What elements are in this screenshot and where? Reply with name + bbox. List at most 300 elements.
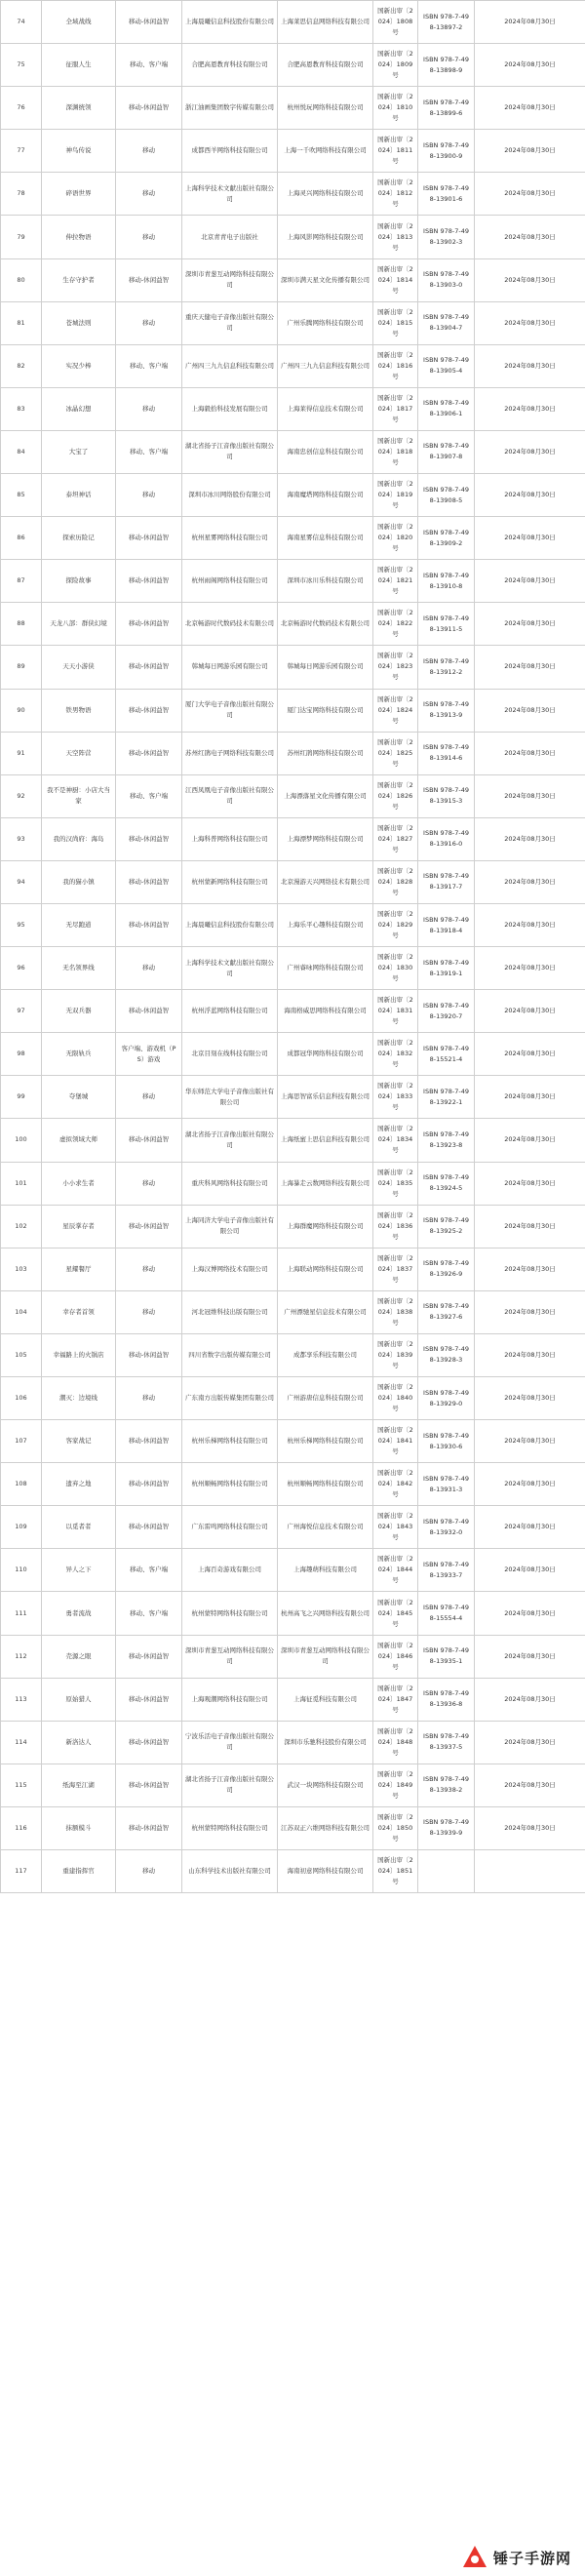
approval-date: 2024年08月30日 bbox=[475, 1721, 585, 1764]
operator: 上海莱得信息技术有限公司 bbox=[278, 387, 373, 430]
approval-number: 国新出审〔2024〕1817号 bbox=[373, 387, 418, 430]
publisher: 江西凤凰电子音像出版社有限公司 bbox=[182, 774, 278, 817]
approval-date: 2024年08月30日 bbox=[475, 646, 585, 689]
game-name: 探险故事 bbox=[42, 560, 116, 603]
game-name: 我的猫小镇 bbox=[42, 860, 116, 903]
game-name: 潮灭：边境线 bbox=[42, 1377, 116, 1420]
game-name: 星耀餐厅 bbox=[42, 1248, 116, 1290]
table-row bbox=[1, 216, 585, 258]
approval-number: 国新出审〔2024〕1828号 bbox=[373, 860, 418, 903]
operator: 杭州悦玩网络科技有限公司 bbox=[278, 87, 373, 130]
game-category: 移动-休闲益智 bbox=[116, 603, 182, 646]
table-row bbox=[1, 430, 585, 473]
table-row bbox=[1, 817, 585, 860]
approval-date: 2024年08月30日 bbox=[475, 173, 585, 216]
publisher: 杭州蒙特网络科技有限公司 bbox=[182, 1806, 278, 1849]
row-number: 117 bbox=[1, 1850, 42, 1893]
approval-date: 2024年08月30日 bbox=[475, 258, 585, 301]
row-number: 98 bbox=[1, 1033, 42, 1076]
approval-date: 2024年08月30日 bbox=[475, 990, 585, 1033]
game-category: 移动-休闲益智 bbox=[116, 1, 182, 44]
operator: 海南格威思网络科技有限公司 bbox=[278, 990, 373, 1033]
game-name: 幸存者首领 bbox=[42, 1290, 116, 1333]
isbn-number: ISBN 978-7-498-13906-1 bbox=[418, 387, 475, 430]
isbn-number: ISBN 978-7-498-13919-1 bbox=[418, 947, 475, 990]
approval-number: 国新出审〔2024〕1823号 bbox=[373, 646, 418, 689]
table-row bbox=[1, 44, 585, 87]
game-name: 天空阵营 bbox=[42, 732, 116, 774]
operator: 江苏双正六维网络科技有限公司 bbox=[278, 1806, 373, 1849]
operator: 北京畅游时代数码技术有限公司 bbox=[278, 603, 373, 646]
approval-number: 国新出审〔2024〕1829号 bbox=[373, 903, 418, 946]
approval-number: 国新出审〔2024〕1839号 bbox=[373, 1333, 418, 1376]
game-category: 移动、客户端 bbox=[116, 1549, 182, 1592]
table-row bbox=[1, 1806, 585, 1849]
row-number: 90 bbox=[1, 689, 42, 732]
game-category: 移动-休闲益智 bbox=[116, 560, 182, 603]
game-category: 移动、客户端 bbox=[116, 774, 182, 817]
isbn-number: ISBN 978-7-498-13907-8 bbox=[418, 430, 475, 473]
approval-number: 国新出审〔2024〕1827号 bbox=[373, 817, 418, 860]
game-category: 移动 bbox=[116, 130, 182, 173]
game-name: 遗弃之地 bbox=[42, 1463, 116, 1506]
operator: 广州四三九九信息科技有限公司 bbox=[278, 344, 373, 387]
table-row bbox=[1, 903, 585, 946]
game-category: 移动-休闲益智 bbox=[116, 1678, 182, 1721]
table-row bbox=[1, 1506, 585, 1549]
site-watermark bbox=[454, 2543, 577, 2572]
operator: 上海思智富乐信息科技有限公司 bbox=[278, 1076, 373, 1119]
game-category: 移动、客户端 bbox=[116, 44, 182, 87]
game-name: 冰晶幻想 bbox=[42, 387, 116, 430]
isbn-number: ISBN 978-7-498-13925-2 bbox=[418, 1205, 475, 1248]
approval-date: 2024年08月30日 bbox=[475, 1076, 585, 1119]
table-row bbox=[1, 646, 585, 689]
game-category: 移动-休闲益智 bbox=[116, 1721, 182, 1764]
approval-number: 国新出审〔2024〕1822号 bbox=[373, 603, 418, 646]
table-row bbox=[1, 1033, 585, 1076]
approval-number: 国新出审〔2024〕1809号 bbox=[373, 44, 418, 87]
table-row bbox=[1, 1290, 585, 1333]
publisher: 深圳市青葱互动网络科技有限公司 bbox=[182, 1635, 278, 1678]
row-number: 108 bbox=[1, 1463, 42, 1506]
publisher: 北京目刻在线科技有限公司 bbox=[182, 1033, 278, 1076]
row-number: 104 bbox=[1, 1290, 42, 1333]
game-name: 泰坦神话 bbox=[42, 474, 116, 517]
approval-number: 国新出审〔2024〕1814号 bbox=[373, 258, 418, 301]
approval-date: 2024年08月30日 bbox=[475, 430, 585, 473]
operator: 合肥高恩教育科技有限公司 bbox=[278, 44, 373, 87]
game-name: 小小求生者 bbox=[42, 1162, 116, 1205]
publisher: 河北冠维科技出版有限公司 bbox=[182, 1290, 278, 1333]
game-category: 移动、客户端 bbox=[116, 344, 182, 387]
approval-date: 2024年08月30日 bbox=[475, 1033, 585, 1076]
approval-date: 2024年08月30日 bbox=[475, 1806, 585, 1849]
table-row bbox=[1, 603, 585, 646]
game-name: 壳源之眼 bbox=[42, 1635, 116, 1678]
game-category: 移动-休闲益智 bbox=[116, 646, 182, 689]
isbn-number: ISBN 978-7-498-13929-0 bbox=[418, 1377, 475, 1420]
approval-date: 2024年08月30日 bbox=[475, 1162, 585, 1205]
table-row bbox=[1, 1162, 585, 1205]
approval-number: 国新出审〔2024〕1846号 bbox=[373, 1635, 418, 1678]
approval-number: 国新出审〔2024〕1808号 bbox=[373, 1, 418, 44]
approval-number: 国新出审〔2024〕1836号 bbox=[373, 1205, 418, 1248]
isbn-number: ISBN 978-7-498-13910-8 bbox=[418, 560, 475, 603]
isbn-number bbox=[418, 1850, 475, 1893]
table-row bbox=[1, 1, 585, 44]
table-row bbox=[1, 1377, 585, 1420]
isbn-number: ISBN 978-7-498-15554-4 bbox=[418, 1592, 475, 1635]
isbn-number: ISBN 978-7-498-13926-9 bbox=[418, 1248, 475, 1290]
isbn-number: ISBN 978-7-498-13923-8 bbox=[418, 1119, 475, 1162]
isbn-number: ISBN 978-7-498-13932-0 bbox=[418, 1506, 475, 1549]
operator: 上海纸蜜上思信息科技有限公司 bbox=[278, 1119, 373, 1162]
operator: 广州游唐信息科技有限公司 bbox=[278, 1377, 373, 1420]
isbn-number: ISBN 978-7-498-13928-3 bbox=[418, 1333, 475, 1376]
publisher: 深圳市青葱互动网络科技有限公司 bbox=[182, 258, 278, 301]
game-name: 我的汉尚府：海岛 bbox=[42, 817, 116, 860]
isbn-number: ISBN 978-7-498-13916-0 bbox=[418, 817, 475, 860]
game-category: 移动 bbox=[116, 947, 182, 990]
isbn-number: ISBN 978-7-498-13899-6 bbox=[418, 87, 475, 130]
isbn-number: ISBN 978-7-498-13908-5 bbox=[418, 474, 475, 517]
game-category: 移动-休闲益智 bbox=[116, 990, 182, 1033]
operator: 杭州乐梯网络科技有限公司 bbox=[278, 1420, 373, 1463]
row-number: 92 bbox=[1, 774, 42, 817]
game-name: 无限轨兵 bbox=[42, 1033, 116, 1076]
game-name: 虚拟领域大师 bbox=[42, 1119, 116, 1162]
row-number: 110 bbox=[1, 1549, 42, 1592]
approval-number: 国新出审〔2024〕1813号 bbox=[373, 216, 418, 258]
operator: 成都享乐科技有限公司 bbox=[278, 1333, 373, 1376]
row-number: 105 bbox=[1, 1333, 42, 1376]
publisher: 杭州浮蓝网络科技有限公司 bbox=[182, 990, 278, 1033]
publisher: 杭州蒙新网络科技有限公司 bbox=[182, 860, 278, 903]
operator: 广州海悦信息技术有限公司 bbox=[278, 1506, 373, 1549]
row-number: 102 bbox=[1, 1205, 42, 1248]
row-number: 81 bbox=[1, 301, 42, 344]
game-category: 移动 bbox=[116, 1377, 182, 1420]
approval-date: 2024年08月30日 bbox=[475, 689, 585, 732]
publisher: 上海科学技术文献出版社有限公司 bbox=[182, 173, 278, 216]
row-number: 109 bbox=[1, 1506, 42, 1549]
game-category: 移动-休闲益智 bbox=[116, 517, 182, 560]
operator: 杭州高飞之兴网络科技有限公司 bbox=[278, 1592, 373, 1635]
game-name: 铁男物语 bbox=[42, 689, 116, 732]
publisher: 杭州星雾网络科技有限公司 bbox=[182, 517, 278, 560]
game-category: 移动 bbox=[116, 1290, 182, 1333]
game-category: 移动-休闲益智 bbox=[116, 1635, 182, 1678]
operator: 海南魔塔网络科技有限公司 bbox=[278, 474, 373, 517]
operator: 厦门达宝网络科技有限公司 bbox=[278, 689, 373, 732]
isbn-number: ISBN 978-7-498-13900-9 bbox=[418, 130, 475, 173]
approval-date: 2024年08月30日 bbox=[475, 1764, 585, 1806]
isbn-number: ISBN 978-7-498-13930-6 bbox=[418, 1420, 475, 1463]
game-category: 移动-休闲益智 bbox=[116, 258, 182, 301]
game-name: 无双兵器 bbox=[42, 990, 116, 1033]
operator: 上海联动网络科技有限公司 bbox=[278, 1248, 373, 1290]
operator: 海南初意网络科技有限公司 bbox=[278, 1850, 373, 1893]
row-number: 85 bbox=[1, 474, 42, 517]
approval-date: 2024年08月30日 bbox=[475, 732, 585, 774]
table-row bbox=[1, 387, 585, 430]
isbn-number: ISBN 978-7-498-13922-1 bbox=[418, 1076, 475, 1119]
game-name: 实况少棒 bbox=[42, 344, 116, 387]
isbn-number: ISBN 978-7-498-13909-2 bbox=[418, 517, 475, 560]
approval-number: 国新出审〔2024〕1845号 bbox=[373, 1592, 418, 1635]
approval-date: 2024年08月30日 bbox=[475, 344, 585, 387]
game-name: 探索历险记 bbox=[42, 517, 116, 560]
row-number: 82 bbox=[1, 344, 42, 387]
table-row bbox=[1, 1592, 585, 1635]
table-row bbox=[1, 173, 585, 216]
publisher: 杭州雨阁网络科技有限公司 bbox=[182, 560, 278, 603]
approval-date: 2024年08月30日 bbox=[475, 1463, 585, 1506]
publisher: 广东南方出版传媒集团有限公司 bbox=[182, 1377, 278, 1420]
operator: 上海乐平心趣科技有限公司 bbox=[278, 903, 373, 946]
table-row bbox=[1, 87, 585, 130]
isbn-number: ISBN 978-7-498-13927-6 bbox=[418, 1290, 475, 1333]
publisher: 上海同济大学电子音像出版社有限公司 bbox=[182, 1205, 278, 1248]
row-number: 114 bbox=[1, 1721, 42, 1764]
isbn-number: ISBN 978-7-498-13901-6 bbox=[418, 173, 475, 216]
isbn-number: ISBN 978-7-498-13935-1 bbox=[418, 1635, 475, 1678]
game-category: 移动-休闲益智 bbox=[116, 1420, 182, 1463]
table-row bbox=[1, 1119, 585, 1162]
operator: 广州睿咏网络科技有限公司 bbox=[278, 947, 373, 990]
table-row bbox=[1, 689, 585, 732]
approval-number: 国新出审〔2024〕1818号 bbox=[373, 430, 418, 473]
publisher: 上海科普网络科技有限公司 bbox=[182, 817, 278, 860]
isbn-number: ISBN 978-7-498-13914-6 bbox=[418, 732, 475, 774]
row-number: 101 bbox=[1, 1162, 42, 1205]
isbn-number: ISBN 978-7-498-13917-7 bbox=[418, 860, 475, 903]
isbn-number: ISBN 978-7-498-13931-3 bbox=[418, 1463, 475, 1506]
publisher: 上海毅拾科技发展有限公司 bbox=[182, 387, 278, 430]
approval-date: 2024年08月30日 bbox=[475, 1678, 585, 1721]
operator: 上海风影网络科技有限公司 bbox=[278, 216, 373, 258]
approval-number: 国新出审〔2024〕1837号 bbox=[373, 1248, 418, 1290]
game-name: 勇者流战 bbox=[42, 1592, 116, 1635]
game-name: 伸拉物语 bbox=[42, 216, 116, 258]
row-number: 76 bbox=[1, 87, 42, 130]
isbn-number: ISBN 978-7-498-13936-8 bbox=[418, 1678, 475, 1721]
operator: 上海莱思信息网络科技有限公司 bbox=[278, 1, 373, 44]
approval-date: 2024年08月30日 bbox=[475, 1248, 585, 1290]
approval-date: 2024年08月30日 bbox=[475, 817, 585, 860]
publisher: 上海晨曦信息科技股份有限公司 bbox=[182, 903, 278, 946]
publisher: 华东师范大学电子音像出版社有限公司 bbox=[182, 1076, 278, 1119]
row-number: 99 bbox=[1, 1076, 42, 1119]
game-category: 移动 bbox=[116, 173, 182, 216]
publisher: 上海晨曦信息科技股份有限公司 bbox=[182, 1, 278, 44]
operator: 武汉一块网络科技有限公司 bbox=[278, 1764, 373, 1806]
row-number: 77 bbox=[1, 130, 42, 173]
approval-number: 国新出审〔2024〕1810号 bbox=[373, 87, 418, 130]
approval-number: 国新出审〔2024〕1824号 bbox=[373, 689, 418, 732]
table-row bbox=[1, 1764, 585, 1806]
game-name: 天龙八部：群侠幻境 bbox=[42, 603, 116, 646]
table-row bbox=[1, 560, 585, 603]
approval-number: 国新出审〔2024〕1851号 bbox=[373, 1850, 418, 1893]
approval-number: 国新出审〔2024〕1841号 bbox=[373, 1420, 418, 1463]
approval-date: 2024年08月30日 bbox=[475, 301, 585, 344]
publisher: 厦门大学电子音像出版社有限公司 bbox=[182, 689, 278, 732]
table-row bbox=[1, 344, 585, 387]
publisher: 浙江油画集团数字传媒有限公司 bbox=[182, 87, 278, 130]
approval-number: 国新出审〔2024〕1816号 bbox=[373, 344, 418, 387]
isbn-number: ISBN 978-7-498-13918-4 bbox=[418, 903, 475, 946]
row-number: 84 bbox=[1, 430, 42, 473]
operator: 北京漫游天兴网络技术有限公司 bbox=[278, 860, 373, 903]
table-body bbox=[1, 1, 585, 1893]
approval-number: 国新出审〔2024〕1848号 bbox=[373, 1721, 418, 1764]
table-row bbox=[1, 474, 585, 517]
isbn-number: ISBN 978-7-498-13912-2 bbox=[418, 646, 475, 689]
operator: 韩城每日网游乐园有限公司 bbox=[278, 646, 373, 689]
game-name: 客家战记 bbox=[42, 1420, 116, 1463]
game-name: 异人之下 bbox=[42, 1549, 116, 1592]
approval-number: 国新出审〔2024〕1847号 bbox=[373, 1678, 418, 1721]
game-name: 深渊统领 bbox=[42, 87, 116, 130]
approval-date: 2024年08月30日 bbox=[475, 1506, 585, 1549]
operator: 上海灵兴网络科技有限公司 bbox=[278, 173, 373, 216]
row-number: 79 bbox=[1, 216, 42, 258]
approval-number: 国新出审〔2024〕1844号 bbox=[373, 1549, 418, 1592]
approval-number: 国新出审〔2024〕1838号 bbox=[373, 1290, 418, 1333]
game-category: 移动-休闲益智 bbox=[116, 689, 182, 732]
row-number: 91 bbox=[1, 732, 42, 774]
approval-date: 2024年08月30日 bbox=[475, 1592, 585, 1635]
game-name: 以觅者者 bbox=[42, 1506, 116, 1549]
approval-date: 2024年08月30日 bbox=[475, 1420, 585, 1463]
row-number: 94 bbox=[1, 860, 42, 903]
row-number: 74 bbox=[1, 1, 42, 44]
isbn-number: ISBN 978-7-498-13903-0 bbox=[418, 258, 475, 301]
isbn-number: ISBN 978-7-498-13898-9 bbox=[418, 44, 475, 87]
approval-date: 2024年08月30日 bbox=[475, 474, 585, 517]
publisher: 四川省数字出版传媒有限公司 bbox=[182, 1333, 278, 1376]
table-row bbox=[1, 732, 585, 774]
game-name: 重建指挥官 bbox=[42, 1850, 116, 1893]
isbn-number: ISBN 978-7-498-13933-7 bbox=[418, 1549, 475, 1592]
game-name: 幸福路上的火锅店 bbox=[42, 1333, 116, 1376]
table-row bbox=[1, 1205, 585, 1248]
isbn-number: ISBN 978-7-498-13924-5 bbox=[418, 1162, 475, 1205]
table-row bbox=[1, 1248, 585, 1290]
game-name: 星辰掌存者 bbox=[42, 1205, 116, 1248]
approval-number: 国新出审〔2024〕1826号 bbox=[373, 774, 418, 817]
row-number: 75 bbox=[1, 44, 42, 87]
game-category: 移动 bbox=[116, 301, 182, 344]
publisher: 湖北省扬子江音像出版社有限公司 bbox=[182, 1119, 278, 1162]
isbn-number: ISBN 978-7-498-13920-7 bbox=[418, 990, 475, 1033]
approval-number: 国新出审〔2024〕1811号 bbox=[373, 130, 418, 173]
isbn-number: ISBN 978-7-498-13904-7 bbox=[418, 301, 475, 344]
table-row bbox=[1, 301, 585, 344]
row-number: 96 bbox=[1, 947, 42, 990]
approval-number: 国新出审〔2024〕1842号 bbox=[373, 1463, 418, 1506]
table-row bbox=[1, 1333, 585, 1376]
publisher: 上海观潮网络科技有限公司 bbox=[182, 1678, 278, 1721]
publisher: 重庆天健电子音像出版社有限公司 bbox=[182, 301, 278, 344]
approval-date: 2024年08月30日 bbox=[475, 1333, 585, 1376]
isbn-number: ISBN 978-7-498-15521-4 bbox=[418, 1033, 475, 1076]
game-name: 纸海至江湖 bbox=[42, 1764, 116, 1806]
operator: 深圳市满天星文化传播有限公司 bbox=[278, 258, 373, 301]
row-number: 103 bbox=[1, 1248, 42, 1290]
table-row bbox=[1, 774, 585, 817]
approval-date: 2024年08月30日 bbox=[475, 947, 585, 990]
approval-date: 2024年08月30日 bbox=[475, 87, 585, 130]
approval-number: 国新出审〔2024〕1843号 bbox=[373, 1506, 418, 1549]
game-name: 原始猎人 bbox=[42, 1678, 116, 1721]
operator: 上海暴走云数网络科技有限公司 bbox=[278, 1162, 373, 1205]
publisher: 上海汉博网络技术有限公司 bbox=[182, 1248, 278, 1290]
row-number: 86 bbox=[1, 517, 42, 560]
approval-number: 国新出审〔2024〕1850号 bbox=[373, 1806, 418, 1849]
approval-date: 2024年08月30日 bbox=[475, 1549, 585, 1592]
approval-number: 国新出审〔2024〕1830号 bbox=[373, 947, 418, 990]
game-category: 移动-休闲益智 bbox=[116, 903, 182, 946]
isbn-number: ISBN 978-7-498-13937-5 bbox=[418, 1721, 475, 1764]
game-name: 无名领界线 bbox=[42, 947, 116, 990]
approval-number: 国新出审〔2024〕1815号 bbox=[373, 301, 418, 344]
operator: 深圳市青葱互动网络科技有限公司 bbox=[278, 1635, 373, 1678]
publisher: 北京畅游时代数码技术有限公司 bbox=[182, 603, 278, 646]
game-category: 移动 bbox=[116, 1076, 182, 1119]
operator: 成都冠华网络科技有限公司 bbox=[278, 1033, 373, 1076]
approval-number: 国新出审〔2024〕1840号 bbox=[373, 1377, 418, 1420]
approval-date: 2024年08月30日 bbox=[475, 1635, 585, 1678]
table-row bbox=[1, 517, 585, 560]
game-category: 移动、客户端 bbox=[116, 430, 182, 473]
table-row bbox=[1, 1850, 585, 1893]
operator: 广州漂驰星信息技术有限公司 bbox=[278, 1290, 373, 1333]
operator: 苏州红鹃网络科技有限公司 bbox=[278, 732, 373, 774]
game-category: 移动-休闲益智 bbox=[116, 1506, 182, 1549]
row-number: 89 bbox=[1, 646, 42, 689]
approval-date bbox=[475, 1850, 585, 1893]
approval-number: 国新出审〔2024〕1835号 bbox=[373, 1162, 418, 1205]
game-category: 移动 bbox=[116, 1162, 182, 1205]
publisher: 杭州蒙特网络科技有限公司 bbox=[182, 1592, 278, 1635]
row-number: 87 bbox=[1, 560, 42, 603]
approval-date: 2024年08月30日 bbox=[475, 387, 585, 430]
table-row bbox=[1, 1721, 585, 1764]
row-number: 113 bbox=[1, 1678, 42, 1721]
table-row bbox=[1, 1076, 585, 1119]
publisher: 深圳市冰川网络股份有限公司 bbox=[182, 474, 278, 517]
game-category: 移动、客户端 bbox=[116, 1592, 182, 1635]
table-row bbox=[1, 1463, 585, 1506]
approval-date: 2024年08月30日 bbox=[475, 860, 585, 903]
publisher: 北京青青电子出版社 bbox=[182, 216, 278, 258]
approval-date: 2024年08月30日 bbox=[475, 1290, 585, 1333]
table-row bbox=[1, 990, 585, 1033]
game-category: 移动-休闲益智 bbox=[116, 1463, 182, 1506]
row-number: 106 bbox=[1, 1377, 42, 1420]
row-number: 116 bbox=[1, 1806, 42, 1849]
game-category: 移动-休闲益智 bbox=[116, 732, 182, 774]
game-name: 天天小游侠 bbox=[42, 646, 116, 689]
game-category: 移动-休闲益智 bbox=[116, 860, 182, 903]
operator: 深圳市冰川乐科技有限公司 bbox=[278, 560, 373, 603]
game-name: 全域战线 bbox=[42, 1, 116, 44]
game-category: 客户端、游戏机（PS）游戏 bbox=[116, 1033, 182, 1076]
game-name: 苍城法则 bbox=[42, 301, 116, 344]
